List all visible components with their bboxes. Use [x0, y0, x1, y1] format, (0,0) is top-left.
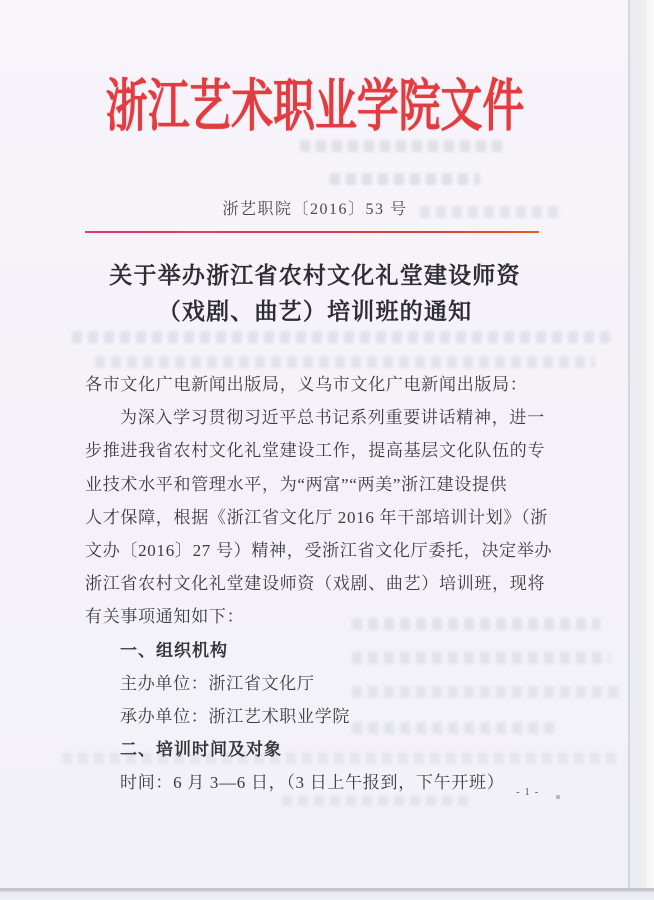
body-line: 为深入学习贯彻习近平总书记系列重要讲话精神，进一: [120, 408, 545, 428]
document-number: 浙艺职院〔2016〕53 号: [222, 201, 408, 218]
body-line: 文办〔2016〕27 号）精神，受浙江省文化厅委托，决定举办: [85, 541, 553, 561]
scan-speck: [556, 795, 560, 799]
document-header-title: 浙江艺术职业学院文件: [105, 75, 525, 138]
undertaker-line: 承办单位：浙江艺术职业学院: [120, 707, 351, 727]
organizer-line: 主办单位：浙江省文化厅: [120, 673, 315, 693]
recipient-line: 各市文化广电新闻出版局，义乌市文化广电新闻出版局：: [85, 375, 528, 394]
document-title-line2: （戏剧、曲艺）培训班的通知: [157, 299, 473, 324]
body-line: 业技术水平和管理水平，为“两富”“两美”浙江建设提供: [85, 474, 508, 494]
section-heading-1: 一、组织机构: [120, 640, 228, 660]
document-title-line1: 关于举办浙江省农村文化礼堂建设师资: [109, 263, 521, 288]
scan-edge-right: [628, 0, 654, 900]
bleedthrough-smudge: [72, 331, 610, 343]
bleedthrough-smudge: [95, 356, 595, 368]
document-title: [0, 258, 630, 330]
body-line: 有关事项通知如下：: [85, 607, 245, 627]
red-separator-line: [85, 231, 539, 233]
bleedthrough-smudge: [330, 173, 480, 185]
body-line: 浙江省农村文化礼堂建设师资（戏剧、曲艺）培训班，现将: [85, 574, 546, 594]
body-line: 步推进我省农村文化礼堂建设工作，提高基层文化队伍的专: [85, 441, 546, 461]
page-number: - 1 -: [516, 786, 540, 798]
training-time-line: 时间：6 月 3—6 日，（3 日上午报到，下午开班）: [120, 773, 505, 793]
scan-edge-bottom: [0, 888, 654, 900]
section-heading-2: 二、培训时间及对象: [120, 740, 282, 760]
document-body: [85, 368, 553, 800]
body-line: 人才保障，根据《浙江省文化厅 2016 年干部培训计划》（浙: [85, 507, 548, 527]
bleedthrough-smudge: [300, 140, 505, 152]
